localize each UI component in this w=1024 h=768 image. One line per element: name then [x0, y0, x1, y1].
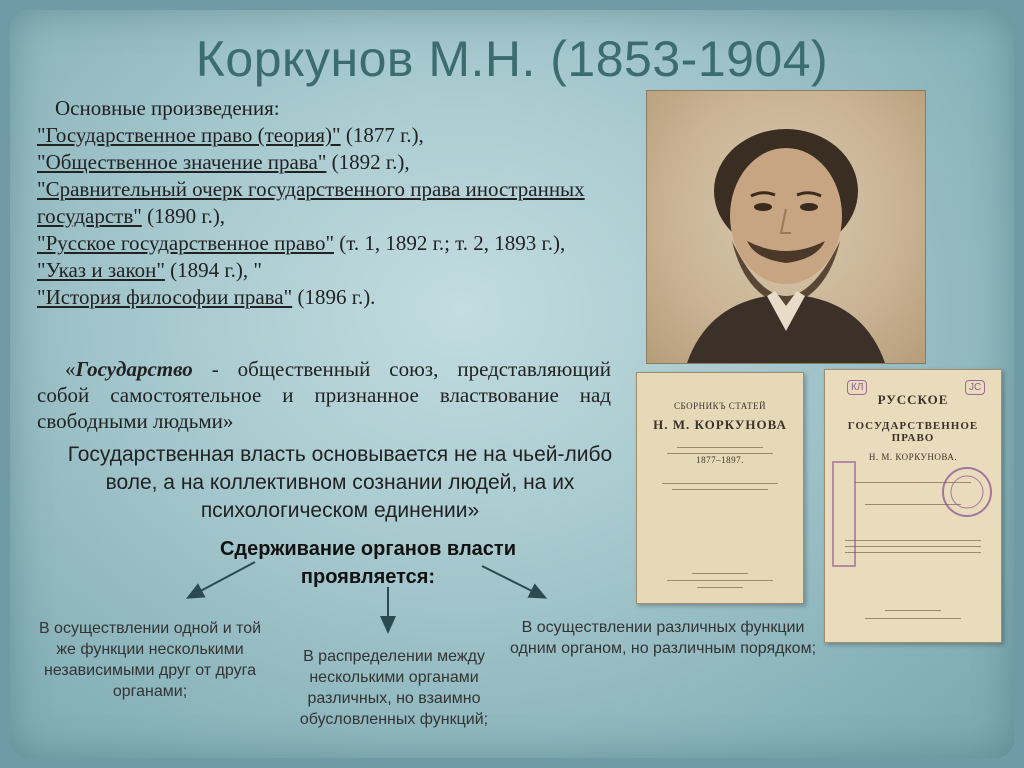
- state-power-quote: Государственная власть основывается не на чьей-либо воле, а на коллективном сознании людей, на их психологическом единении»: [67, 443, 613, 522]
- library-stamp: КЛ: [847, 380, 867, 395]
- library-stamp: JC: [965, 380, 985, 395]
- portrait-photo: [646, 90, 926, 364]
- work-year: (1890 г.),: [141, 204, 226, 228]
- book1-line3: 1877–1897.: [696, 455, 744, 465]
- quote-open: «: [65, 357, 76, 381]
- book2-line1: РУССКОЕ: [877, 392, 949, 407]
- containment-item-3: В осуществлении различных функции одним органом, но различным порядком;: [509, 619, 817, 657]
- portrait-illustration: [647, 91, 925, 363]
- quote-term: Государство: [75, 357, 193, 381]
- book1-line1: СБОРНИКЪ СТАТЕЙ: [674, 401, 766, 411]
- book2-line3: Н. М. КОРКУНОВА.: [868, 452, 958, 462]
- work-title: "Указ и закон": [37, 258, 165, 282]
- containment-item-2: В распределении между несколькими органами различных, но взаимно обусловленных функций;: [299, 648, 489, 728]
- side-stamp-icon: [829, 460, 859, 570]
- slide: [10, 10, 1014, 758]
- work-year: (1894 г.), ": [164, 258, 262, 282]
- book1-line2: Н. М. КОРКУНОВА: [653, 417, 787, 432]
- works-heading: Основные произведения:: [55, 96, 280, 120]
- book-cover-collection: [636, 372, 804, 604]
- book-cover-russian-state-law: [824, 369, 1002, 643]
- slide-title: Коркунов М.Н. (1853-1904): [195, 31, 829, 87]
- works-list: [37, 122, 617, 311]
- state-definition-quote: [37, 356, 611, 434]
- work-title: "Общественное значение права": [37, 150, 327, 174]
- work-title: "Русское государственное право": [37, 231, 335, 255]
- work-year: (1877 г.),: [340, 123, 424, 147]
- work-year: (1896 г.).: [292, 285, 376, 309]
- containment-heading: Сдерживание органов власти проявляется:: [219, 538, 516, 588]
- work-title: "История философии права": [37, 285, 293, 309]
- work-year: (1892 г.),: [326, 150, 410, 174]
- quote-text: - общественный союз, представляющий собой самостоятельное и признанное властвование над свободными людьми»: [37, 357, 611, 433]
- round-stamp-icon: [937, 462, 997, 522]
- containment-item-1: В осуществлении одной и той же функции несколькими независимыми друг от друга органами;: [38, 620, 262, 700]
- work-title: "Государственное право (теория)": [37, 123, 341, 147]
- work-year: (т. 1, 1892 г.; т. 2, 1893 г.),: [334, 231, 566, 255]
- book2-line2: ГОСУДАРСТВЕННОЕ ПРАВО: [847, 420, 979, 444]
- work-title: "Сравнительный очерк государственного права иностранных государств": [37, 177, 585, 228]
